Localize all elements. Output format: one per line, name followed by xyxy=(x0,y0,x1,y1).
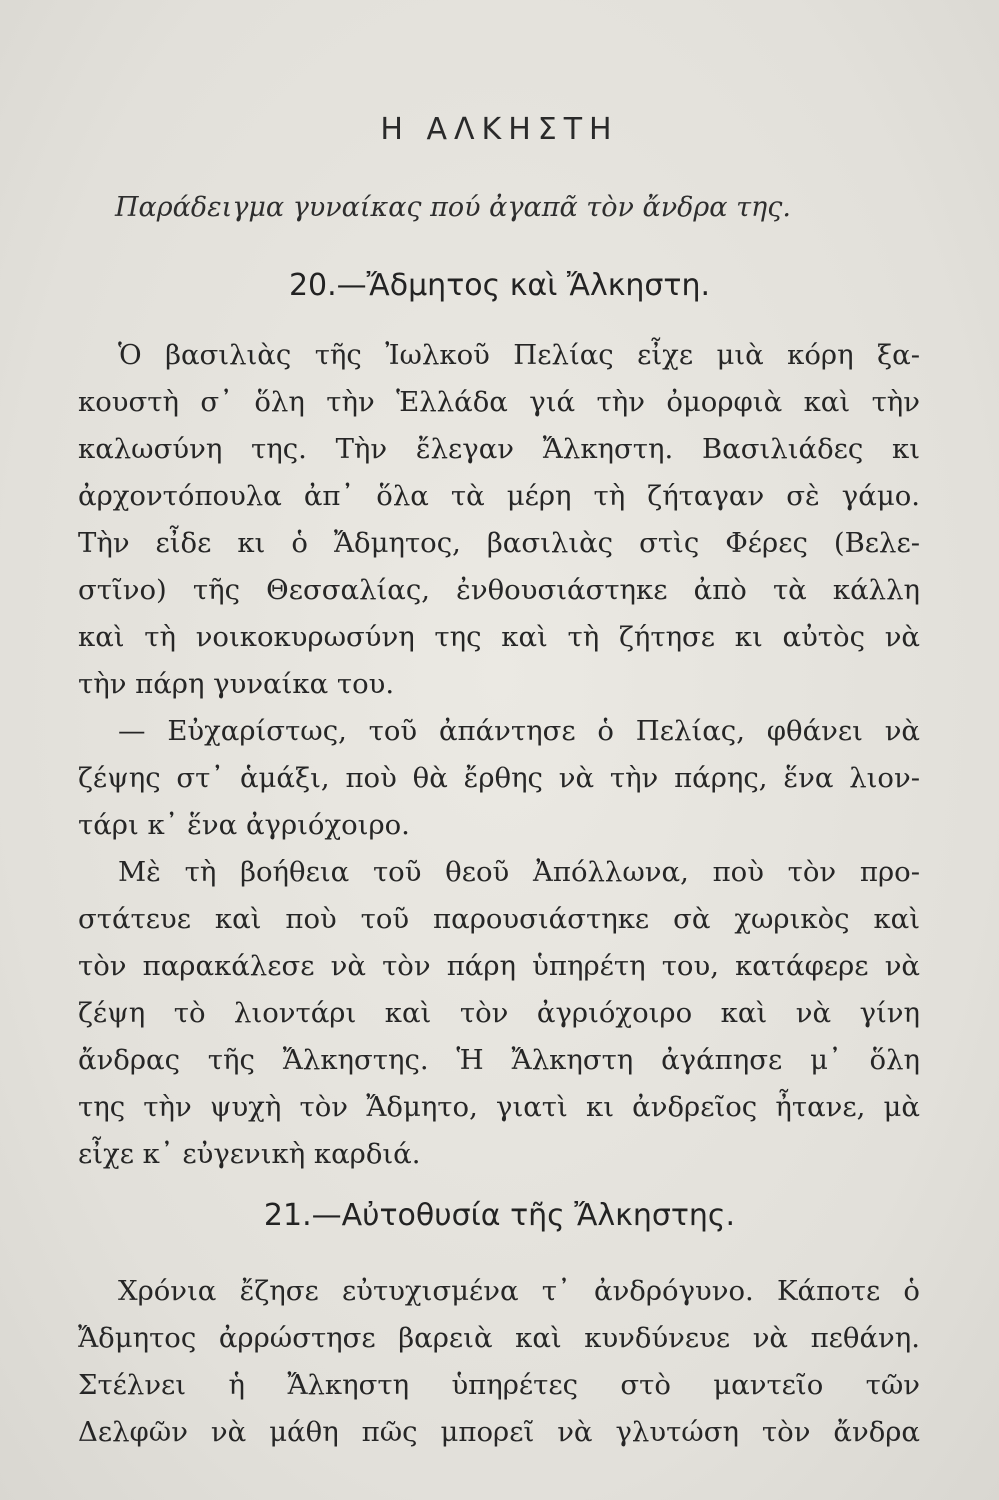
text-line: ἀρχοντόπουλα ἀπ᾽ ὅλα τὰ μέρη τὴ ζήταγαν σὲ γάμο. xyxy=(78,480,920,512)
text-line: — Εὐχαρίστως, τοῦ ἀπάντησε ὁ Πελίας, φθάνει νὰ xyxy=(118,715,920,747)
text-line: καλωσύνη της. Τὴν ἔλεγαν Ἄλκηστη. Βασιλιάδες κι xyxy=(78,433,920,465)
running-head: Η ΑΛΚΗΣΤΗ xyxy=(380,112,619,147)
text-line: ἄνδρας τῆς Ἄλκηστης. Ἡ Ἄλκηστη ἀγάπησε μ᾽ ὅλη xyxy=(78,1044,920,1076)
text-line: εἶχε κ᾽ εὐγενικὴ καρδιά. xyxy=(78,1138,421,1170)
text-line: στάτευε καὶ ποὺ τοῦ παρουσιάστηκε σὰ χωρικὸς καὶ xyxy=(78,903,920,935)
text-line: της τὴν ψυχὴ τὸν Ἄδμητο, γιατὶ κι ἀνδρεῖος ἦτανε, μὰ xyxy=(78,1091,920,1123)
text-line: κουστὴ σ᾽ ὅλη τὴν Ἑλλάδα γιά τὴν ὀμορφιὰ καὶ τὴν xyxy=(78,386,920,418)
text-line: ζέψης στ᾽ ἁμάξι, ποὺ θὰ ἔρθης νὰ τὴν πάρης, ἕνα λιον- xyxy=(78,762,920,794)
section-heading-21: 21.—Αὐτοθυσία τῆς Ἄλκηστης. xyxy=(263,1198,736,1233)
text-line: καὶ τὴ νοικοκυρωσύνη της καὶ τὴ ζήτησε κι αὐτὸς νὰ xyxy=(78,621,920,653)
text-line: τὸν παρακάλεσε νὰ τὸν πάρη ὑπηρέτη του, κατάφερε νὰ xyxy=(78,950,920,982)
text-line: Χρόνια ἔζησε εὐτυχισμένα τ᾽ ἀνδρόγυνο. Κάποτε ὁ xyxy=(118,1275,920,1307)
text-line: Ὁ βασιλιὰς τῆς Ἰωλκοῦ Πελίας εἶχε μιὰ κόρη ξα- xyxy=(118,339,920,371)
text-line: ζέψη τὸ λιοντάρι καὶ τὸν ἀγριόχοιρο καὶ νὰ γίνη xyxy=(78,997,920,1029)
text-line: Τὴν εἶδε κι ὁ Ἄδμητος, βασιλιὰς στὶς Φέρες (Βελε- xyxy=(78,527,920,559)
text-line: Μὲ τὴ βοήθεια τοῦ θεοῦ Ἀπόλλωνα, ποὺ τὸν προ- xyxy=(118,856,920,888)
text-line: Ἄδμητος ἀρρώστησε βαρειὰ καὶ κυνδύνευε νὰ πεθάνη. xyxy=(78,1322,920,1354)
text-line: Στέλνει ἡ Ἄλκηστη ὑπηρέτες στὸ μαντεῖο τῶν xyxy=(78,1369,920,1401)
section-heading-20: 20.—Ἄδμητος καὶ Ἄλκηστη. xyxy=(288,268,711,303)
text-line: στῖνο) τῆς Θεσσαλίας, ἐνθουσιάστηκε ἀπὸ τὰ κάλλη xyxy=(78,574,920,606)
text-line: Δελφῶν νὰ μάθη πῶς μπορεῖ νὰ γλυτώση τὸν ἄνδρα xyxy=(78,1416,920,1448)
subtitle: Παράδειγμα γυναίκας πού ἀγαπᾶ τὸν ἄνδρα της. xyxy=(115,192,791,223)
text-line: τάρι κ᾽ ἕνα ἀγριόχοιρο. xyxy=(78,809,410,841)
text-line: τὴν πάρη γυναίκα του. xyxy=(78,668,395,700)
